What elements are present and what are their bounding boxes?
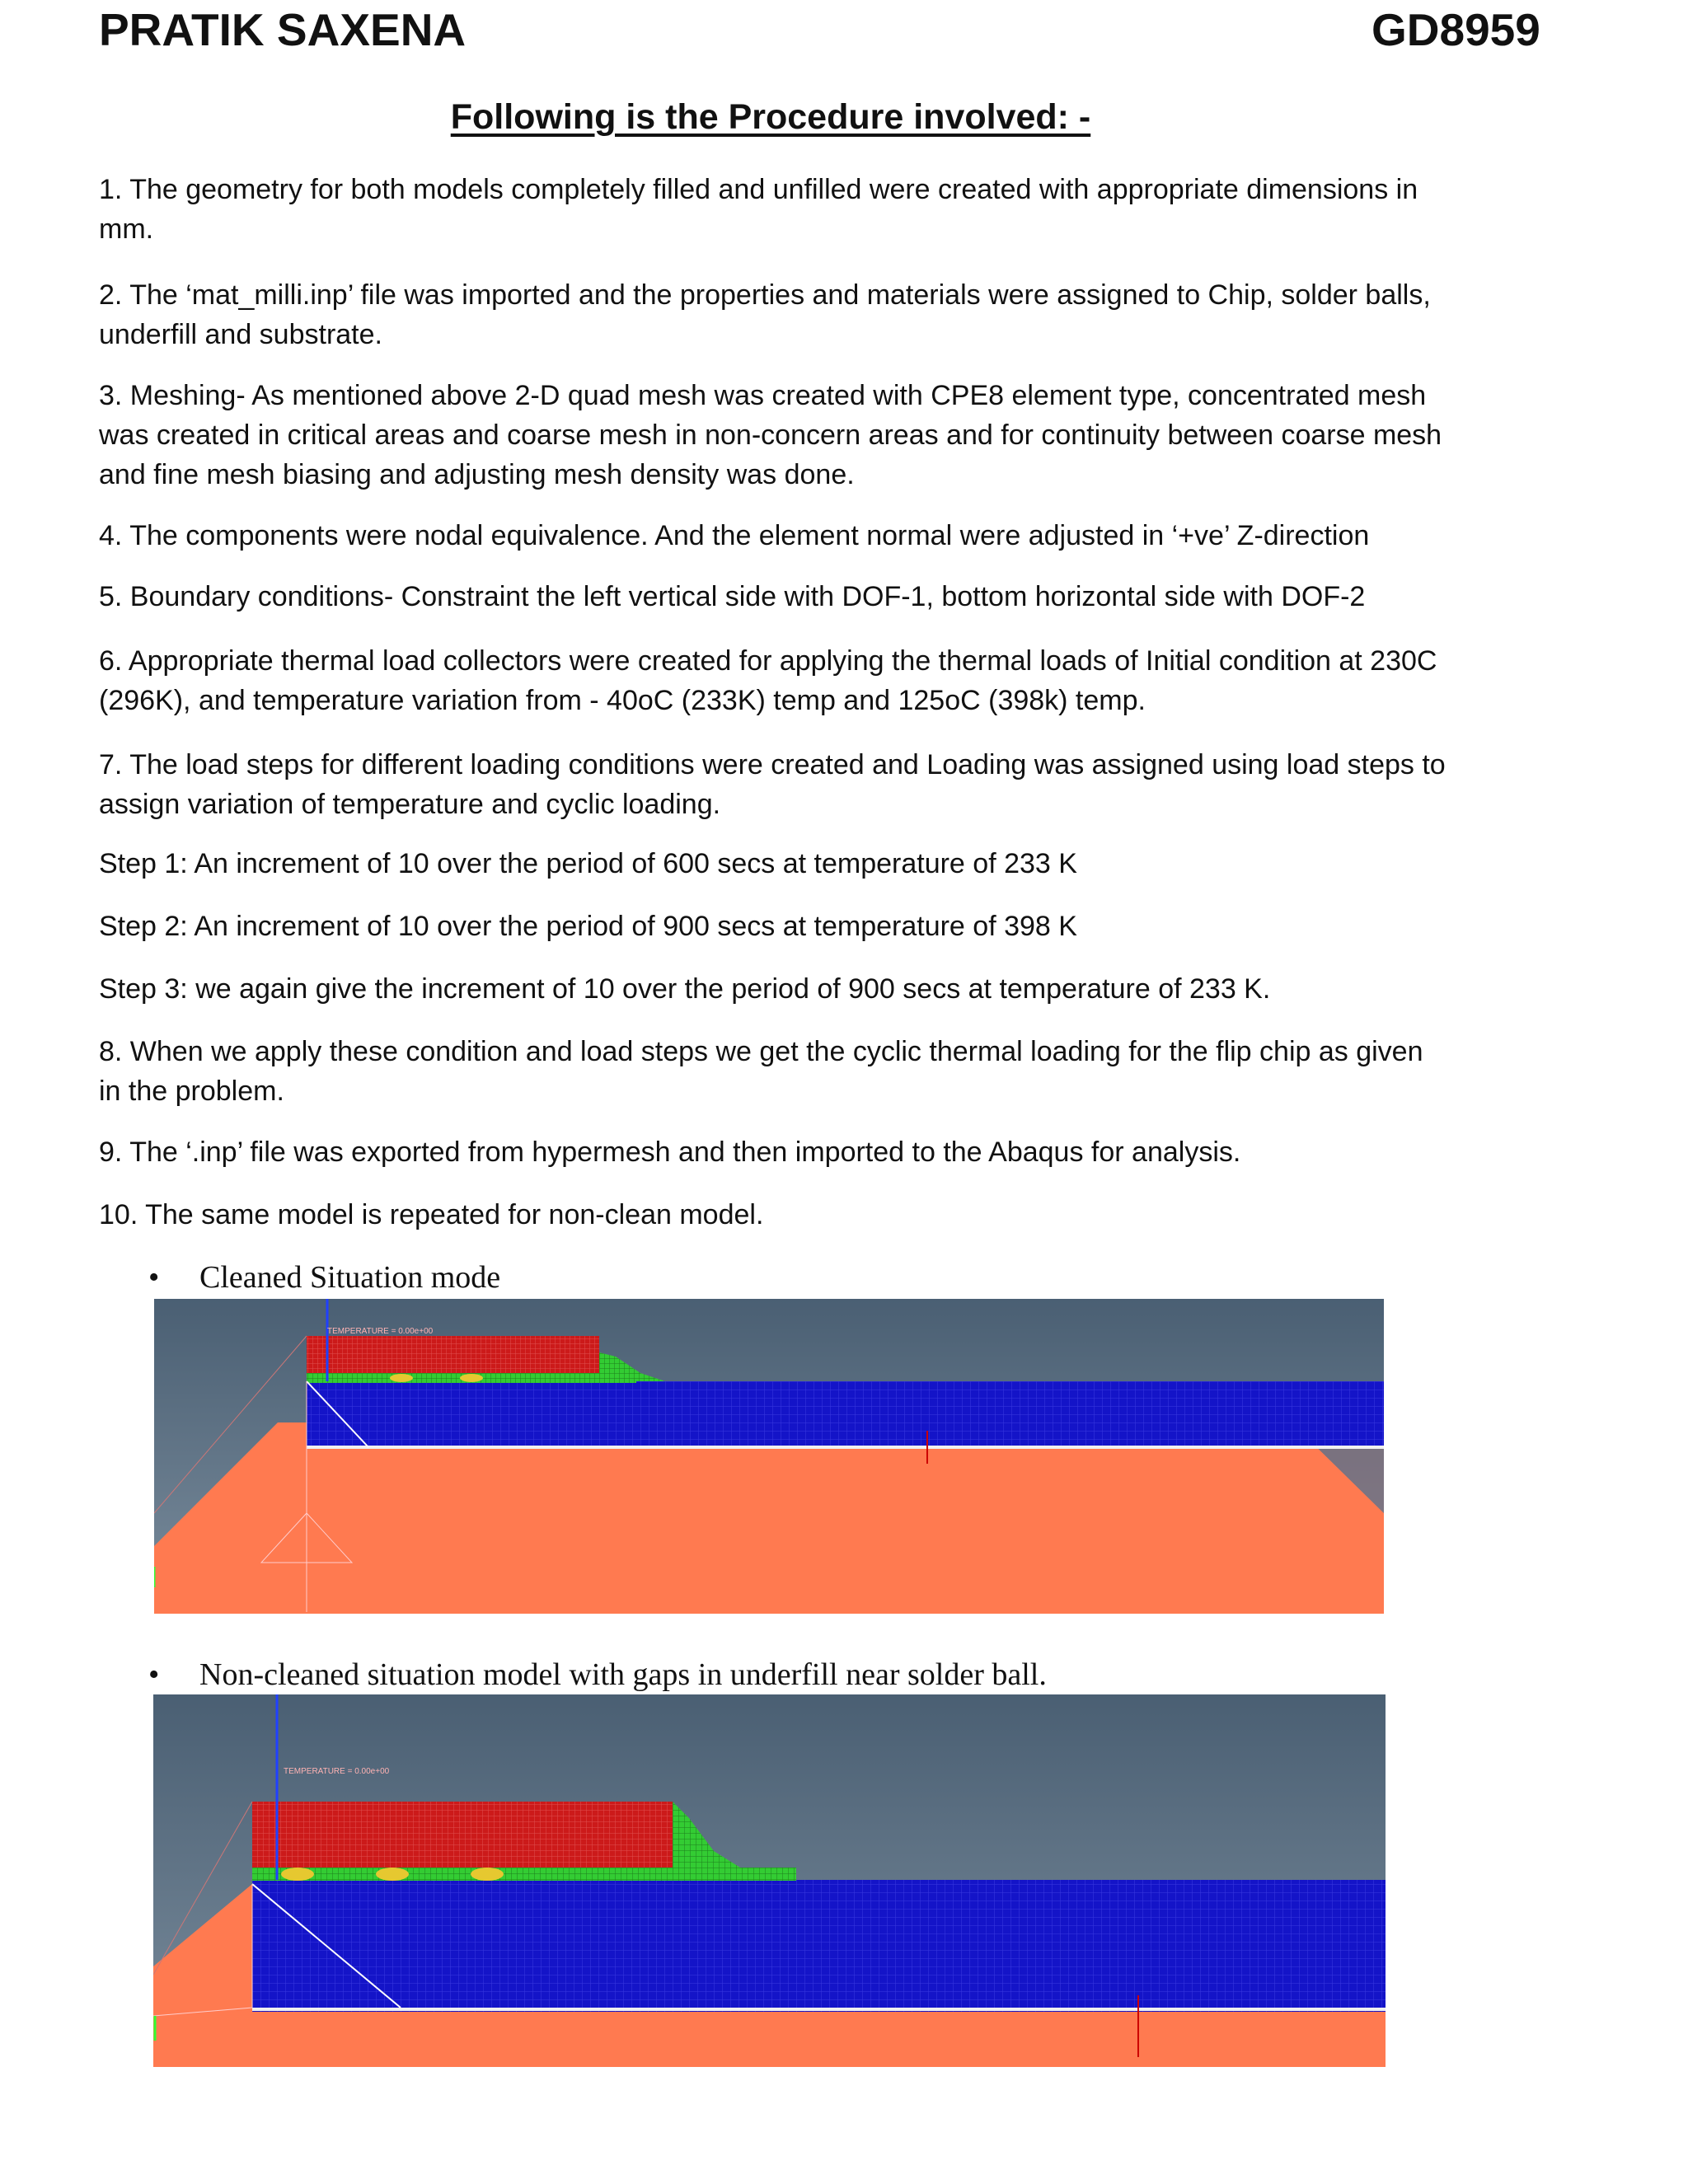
solder-ball [390,1374,413,1382]
paragraph-3: 3. Meshing- As mentioned above 2-D quad mesh was created with CPE8 element type, concentrated mesh was created in critical areas and coarse mesh in non-concern areas and for continuity between coarse mesh and fine mesh biasing and adjusting mesh density was done. [99,380,1442,490]
solder-ball [460,1374,483,1382]
non-cleaned-model-render [153,1694,1386,2067]
author-name: PRATIK SAXENA [99,4,467,55]
bullet-non-cleaned-text: Non-cleaned situation model with gaps in underfill near solder ball. [199,1657,1047,1692]
paragraph-10: 10. The same model is repeated for non-clean model. [99,1199,764,1230]
substrate-mesh [252,1880,1386,2012]
bullet-cleaned-text: Cleaned Situation mode [199,1260,501,1295]
student-id: GD8959 [1372,4,1540,55]
solder-ball [376,1868,409,1881]
paragraph-9: 9. The ‘.inp’ file was exported from hypermesh and then imported to the Abaqus for analysis. [99,1137,1241,1168]
paragraph-8: 8. When we apply these condition and load steps we get the cyclic thermal loading for the flip chip as given in the problem. [99,1036,1423,1107]
cleaned-model-figure [154,1299,1384,1614]
page-title: Following is the Procedure involved: - [450,97,1091,137]
paragraph-2: 2. The ‘mat_milli.inp’ file was imported and the properties and materials were assigned to Chip, solder balls, underfill and substrate. [99,279,1431,350]
step-1: Step 1: An increment of 10 over the period of 600 secs at temperature of 233 K [99,848,1077,879]
substrate-mesh [307,1381,1384,1447]
chip-mesh [252,1802,673,1868]
temperature-label: TEMPERATURE = 0.00e+00 [284,1767,390,1776]
chip-mesh [307,1336,599,1373]
bullet-marker: • [148,1657,160,1692]
temperature-label: TEMPERATURE = 0.00e+00 [327,1327,434,1336]
step-3: Step 3: we again give the increment of 10 over the period of 900 secs at temperature of 233 K. [99,973,1271,1005]
non-cleaned-model-figure [153,1694,1386,2067]
paragraph-6: 6. Appropriate thermal load collectors were created for applying the thermal loads of Initial condition at 230C (296K), and temperature variation from - 40oC (233K) temp and 125oC (398k) temp. [99,645,1437,716]
step-2: Step 2: An increment of 10 over the period of 900 secs at temperature of 398 K [99,911,1077,942]
solder-ball [471,1868,504,1881]
cleaned-model-render [154,1299,1384,1614]
paragraph-5: 5. Boundary conditions- Constraint the left vertical side with DOF-1, bottom horizontal side with DOF-2 [99,581,1366,612]
bullet-marker: • [148,1260,160,1295]
paragraph-4: 4. The components were nodal equivalence. And the element normal were adjusted in ‘+ve’ Z-direction [99,520,1370,551]
solder-ball [281,1868,314,1881]
paragraph-1: 1. The geometry for both models completely filled and unfilled were created with appropriate dimensions in mm. [99,174,1418,245]
paragraph-7: 7. The load steps for different loading conditions were created and Loading was assigned using load steps to assign variation of temperature and cyclic loading. [99,749,1446,820]
